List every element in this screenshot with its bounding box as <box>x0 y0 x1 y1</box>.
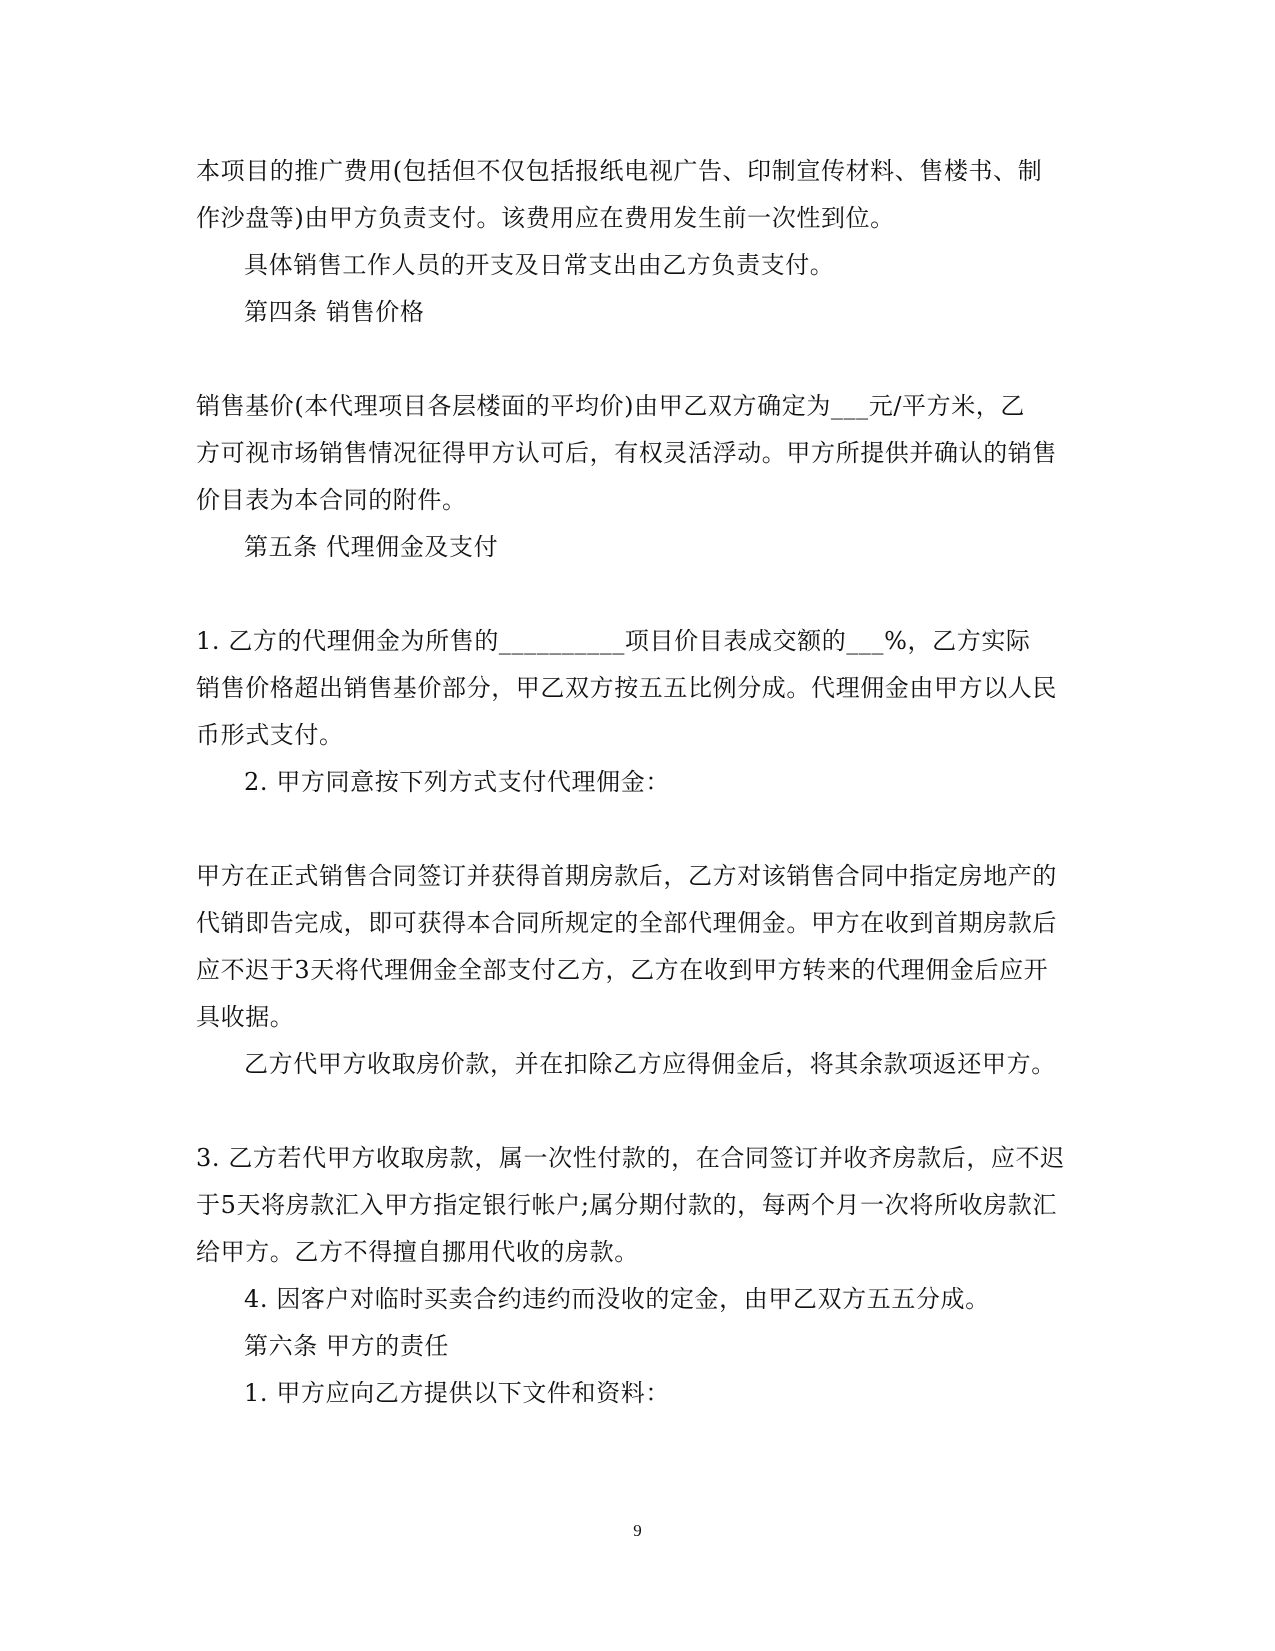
text-line: 代销即告完成，即可获得本合同所规定的全部代理佣金。甲方在收到首期房款后 <box>196 909 1057 937</box>
text-line: 3. 乙方若代甲方收取房款，属一次性付款的，在合同签订并收齐房款后，应不迟 <box>196 1144 1065 1172</box>
text-line: 4. 因客户对临时买卖合约违约而没收的定金，由甲乙双方五五分成。 <box>244 1285 990 1313</box>
section-heading: 第四条 销售价格 <box>244 298 425 326</box>
section-heading: 第六条 甲方的责任 <box>244 1332 450 1360</box>
text-line: 作沙盘等)由甲方负责支付。该费用应在费用发生前一次性到位。 <box>196 204 895 232</box>
section-heading: 第五条 代理佣金及支付 <box>244 533 499 561</box>
text-line: 2. 甲方同意按下列方式支付代理佣金： <box>244 768 670 796</box>
page-number: 9 <box>633 1521 642 1540</box>
text-line: 乙方代甲方收取房价款，并在扣除乙方应得佣金后，将其余款项返还甲方。 <box>244 1050 1056 1078</box>
text-line: 销售基价(本代理项目各层楼面的平均价)由甲乙双方确定为___元/平方米，乙 <box>196 392 1026 420</box>
text-line: 具收据。 <box>196 1003 295 1031</box>
text-line: 1. 甲方应向乙方提供以下文件和资料： <box>244 1379 670 1407</box>
text-line: 应不迟于3天将代理佣金全部支付乙方，乙方在收到甲方转来的代理佣金后应开 <box>196 956 1049 984</box>
text-line: 币形式支付。 <box>196 721 344 749</box>
text-line: 价目表为本合同的附件。 <box>196 486 467 514</box>
text-line: 甲方在正式销售合同签订并获得首期房款后，乙方对该销售合同中指定房地产的 <box>196 862 1057 890</box>
text-line: 给甲方。乙方不得擅自挪用代收的房款。 <box>196 1238 639 1266</box>
text-line: 销售价格超出销售基价部分，甲乙双方按五五比例分成。代理佣金由甲方以人民 <box>196 674 1057 702</box>
text-line: 本项目的推广费用(包括但不仅包括报纸电视广告、印制宣传材料、售楼书、制 <box>196 157 1043 185</box>
text-line: 1. 乙方的代理佣金为所售的__________项目价目表成交额的___%，乙方实际 <box>196 627 1031 655</box>
text-line: 具体销售工作人员的开支及日常支出由乙方负责支付。 <box>244 251 835 279</box>
text-line: 于5天将房款汇入甲方指定银行帐户;属分期付款的，每两个月一次将所收房款汇 <box>196 1191 1057 1219</box>
text-line: 方可视市场销售情况征得甲方认可后，有权灵活浮动。甲方所提供并确认的销售 <box>196 439 1057 467</box>
